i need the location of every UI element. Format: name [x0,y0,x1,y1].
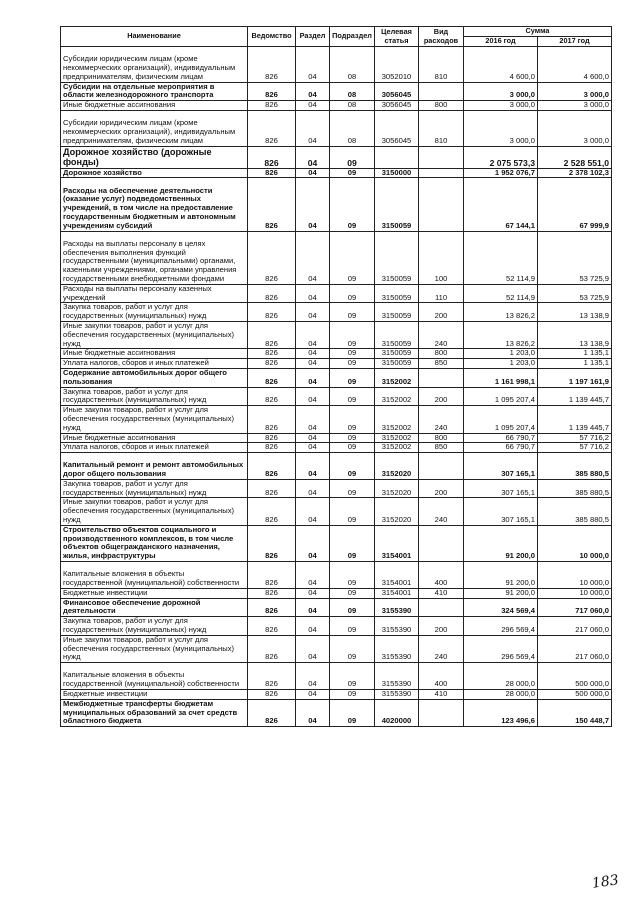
header-exp-type: Вид расходов [419,27,464,47]
sum-2017-cell: 1 139 445,7 [538,387,612,406]
sum-2017-cell: 1 139 445,7 [538,406,612,433]
sum-2016-cell: 1 203,0 [464,359,538,369]
subsection-cell: 08 [330,110,375,146]
row-name-cell: Закупка товаров, работ и услуг для государственных (муниципальных) нужд [61,479,248,498]
section-cell: 04 [296,562,330,589]
row-name-cell: Капитальные вложения в объекты государственной (муниципальной) собственности [61,663,248,690]
sum-2017-cell: 1 135,1 [538,349,612,359]
section-cell: 04 [296,690,330,700]
row-name-cell: Межбюджетные трансферты бюджетам муниципальных образований за счет средств областного бюджета [61,699,248,726]
sum-2016-cell: 324 569,4 [464,598,538,617]
row-name-cell: Иные закупки товаров, работ и услуг для обеспечения государственных (муниципальных) нужд [61,406,248,433]
row-name-cell: Расходы на выплаты персоналу казенных учреждений [61,284,248,303]
table-row [61,101,612,111]
target-cell: 3155390 [375,635,419,662]
section-cell: 04 [296,663,330,690]
target-cell: 3052010 [375,47,419,83]
row-name-cell: Строительство объектов социального и производственного комплексов, в том числе объектов общегражданского назначения, жилья, инфраструктуры [61,525,248,561]
target-cell: 3150000 [375,168,419,178]
section-cell: 04 [296,349,330,359]
target-cell: 3154001 [375,588,419,598]
sum-2016-cell: 66 790,7 [464,443,538,453]
section-cell: 04 [296,321,330,348]
sum-2016-cell: 4 600,0 [464,47,538,83]
dept-cell: 826 [248,349,296,359]
table-row [61,368,612,387]
row-name-cell: Иные бюджетные ассигнования [61,101,248,111]
sum-2017-cell: 217 060,0 [538,635,612,662]
subsection-cell: 09 [330,406,375,433]
sum-2016-cell: 28 000,0 [464,690,538,700]
row-name-cell: Дорожное хозяйство [61,168,248,178]
section-cell: 04 [296,387,330,406]
table-row [61,617,612,636]
subsection-cell: 09 [330,146,375,168]
subsection-cell: 09 [330,617,375,636]
header-2016: 2016 год [464,37,538,47]
target-cell: 3155390 [375,690,419,700]
dept-cell: 826 [248,498,296,525]
row-name-cell: Иные закупки товаров, работ и услуг для обеспечения государственных (муниципальных) нужд [61,635,248,662]
table-row [61,663,612,690]
section-cell: 04 [296,406,330,433]
header-target: Целевая статья [375,27,419,47]
sum-2016-cell: 91 200,0 [464,562,538,589]
row-name-cell: Уплата налогов, сборов и иных платежей [61,443,248,453]
target-cell: 3155390 [375,663,419,690]
sum-2017-cell: 500 000,0 [538,663,612,690]
subsection-cell: 09 [330,443,375,453]
subsection-cell: 09 [330,387,375,406]
exp-type-cell: 240 [419,321,464,348]
exp-type-cell: 100 [419,231,464,284]
row-name-cell: Бюджетные инвестиции [61,690,248,700]
sum-2016-cell: 123 496,6 [464,699,538,726]
sum-2017-cell: 67 999,9 [538,178,612,231]
row-name-cell: Субсидии юридическим лицам (кроме некоммерческих организаций), индивидуальным предпринимателям, физическим лицам [61,47,248,83]
row-name-cell: Расходы на выплаты персоналу в целях обеспечения выполнения функций государственными (муниципальными) органами, казенными учреждениями, органами управления государственными внебюджетными фондами [61,231,248,284]
sum-2016-cell: 28 000,0 [464,663,538,690]
target-cell: 3154001 [375,525,419,561]
sum-2017-cell: 2 378 102,3 [538,168,612,178]
exp-type-cell: 200 [419,303,464,322]
dept-cell: 826 [248,433,296,443]
sum-2016-cell: 66 790,7 [464,433,538,443]
section-cell: 04 [296,284,330,303]
sum-2017-cell: 150 448,7 [538,699,612,726]
sum-2017-cell: 717 060,0 [538,598,612,617]
exp-type-cell: 800 [419,101,464,111]
dept-cell: 826 [248,82,296,101]
table-row [61,321,612,348]
target-cell: 4020000 [375,699,419,726]
table-row [61,406,612,433]
row-name-cell: Закупка товаров, работ и услуг для государственных (муниципальных) нужд [61,387,248,406]
row-name-cell: Содержание автомобильных дорог общего пользования [61,368,248,387]
dept-cell: 826 [248,443,296,453]
subsection-cell: 08 [330,101,375,111]
sum-2017-cell: 10 000,0 [538,562,612,589]
table-row [61,47,612,83]
sum-2016-cell: 3 000,0 [464,82,538,101]
header-sum: Сумма [464,27,612,37]
dept-cell: 826 [248,47,296,83]
header-dept: Ведомство [248,27,296,47]
table-row [61,146,612,168]
sum-2017-cell: 53 725,9 [538,231,612,284]
row-name-cell: Капитальные вложения в объекты государственной (муниципальной) собственности [61,562,248,589]
row-name-cell: Иные закупки товаров, работ и услуг для обеспечения государственных (муниципальных) нужд [61,498,248,525]
table-row [61,525,612,561]
section-cell: 04 [296,617,330,636]
sum-2017-cell: 10 000,0 [538,588,612,598]
table-row [61,690,612,700]
exp-type-cell: 400 [419,562,464,589]
subsection-cell: 09 [330,231,375,284]
dept-cell: 826 [248,588,296,598]
sum-2016-cell: 91 200,0 [464,525,538,561]
section-cell: 04 [296,588,330,598]
table-row [61,110,612,146]
sum-2016-cell: 307 165,1 [464,498,538,525]
exp-type-cell [419,699,464,726]
sum-2016-cell: 307 165,1 [464,479,538,498]
sum-2017-cell: 3 000,0 [538,101,612,111]
dept-cell: 826 [248,617,296,636]
exp-type-cell [419,598,464,617]
target-cell: 3150059 [375,349,419,359]
table-row [61,562,612,589]
sum-2017-cell: 57 716,2 [538,443,612,453]
subsection-cell: 09 [330,168,375,178]
section-cell: 04 [296,453,330,480]
exp-type-cell [419,453,464,480]
target-cell: 3154001 [375,562,419,589]
sum-2016-cell: 296 569,4 [464,635,538,662]
subsection-cell: 09 [330,635,375,662]
table-row [61,588,612,598]
row-name-cell: Закупка товаров, работ и услуг для государственных (муниципальных) нужд [61,617,248,636]
subsection-cell: 09 [330,479,375,498]
target-cell: 3150059 [375,359,419,369]
dept-cell: 826 [248,663,296,690]
exp-type-cell [419,525,464,561]
row-name-cell: Иные бюджетные ассигнования [61,349,248,359]
subsection-cell: 09 [330,690,375,700]
section-cell: 04 [296,699,330,726]
sum-2017-cell: 500 000,0 [538,690,612,700]
section-cell: 04 [296,443,330,453]
row-name-cell: Уплата налогов, сборов и иных платежей [61,359,248,369]
target-cell: 3150059 [375,284,419,303]
target-cell [375,146,419,168]
row-name-cell: Закупка товаров, работ и услуг для государственных (муниципальных) нужд [61,303,248,322]
section-cell: 04 [296,303,330,322]
dept-cell: 826 [248,525,296,561]
target-cell: 3155390 [375,617,419,636]
subsection-cell: 09 [330,368,375,387]
exp-type-cell [419,82,464,101]
sum-2017-cell: 1 197 161,9 [538,368,612,387]
dept-cell: 826 [248,387,296,406]
dept-cell: 826 [248,284,296,303]
sum-2016-cell: 1 095 207,4 [464,387,538,406]
section-cell: 04 [296,635,330,662]
exp-type-cell [419,146,464,168]
dept-cell: 826 [248,690,296,700]
row-name-cell: Финансовое обеспечение дорожной деятельности [61,598,248,617]
sum-2017-cell: 1 135,1 [538,359,612,369]
table-row [61,453,612,480]
dept-cell: 826 [248,635,296,662]
subsection-cell: 09 [330,663,375,690]
exp-type-cell: 240 [419,498,464,525]
target-cell: 3056045 [375,110,419,146]
target-cell: 3152002 [375,443,419,453]
sum-2017-cell: 4 600,0 [538,47,612,83]
section-cell: 04 [296,498,330,525]
header-name: Наименование [61,27,248,47]
table-row [61,303,612,322]
dept-cell: 826 [248,231,296,284]
section-cell: 04 [296,433,330,443]
sum-2017-cell: 53 725,9 [538,284,612,303]
row-name-cell: Капитальный ремонт и ремонт автомобильных дорог общего пользования [61,453,248,480]
subsection-cell: 09 [330,321,375,348]
target-cell: 3152020 [375,453,419,480]
dept-cell: 826 [248,101,296,111]
exp-type-cell: 800 [419,433,464,443]
sum-2016-cell: 1 952 076,7 [464,168,538,178]
header-section: Раздел [296,27,330,47]
section-cell: 04 [296,598,330,617]
sum-2017-cell: 2 528 551,0 [538,146,612,168]
dept-cell: 826 [248,368,296,387]
sum-2016-cell: 67 144,1 [464,178,538,231]
dept-cell: 826 [248,303,296,322]
sum-2016-cell: 296 569,4 [464,617,538,636]
dept-cell: 826 [248,406,296,433]
sum-2016-cell: 91 200,0 [464,588,538,598]
sum-2016-cell: 1 095 207,4 [464,406,538,433]
section-cell: 04 [296,47,330,83]
exp-type-cell [419,368,464,387]
table-header [61,27,612,47]
sum-2016-cell: 52 114,9 [464,284,538,303]
sum-2016-cell: 1 203,0 [464,349,538,359]
table-body [61,47,612,727]
table-row [61,443,612,453]
dept-cell: 826 [248,359,296,369]
exp-type-cell: 850 [419,443,464,453]
table-row [61,284,612,303]
exp-type-cell: 810 [419,47,464,83]
dept-cell: 826 [248,699,296,726]
target-cell: 3152020 [375,498,419,525]
target-cell: 3150059 [375,303,419,322]
table-row [61,479,612,498]
page-number: 183 [591,872,620,892]
subsection-cell: 09 [330,498,375,525]
section-cell: 04 [296,178,330,231]
section-cell: 04 [296,168,330,178]
row-name-cell: Иные закупки товаров, работ и услуг для обеспечения государственных (муниципальных) нужд [61,321,248,348]
section-cell: 04 [296,359,330,369]
target-cell: 3152002 [375,368,419,387]
dept-cell: 826 [248,168,296,178]
row-name-cell: Бюджетные инвестиции [61,588,248,598]
exp-type-cell: 200 [419,617,464,636]
sum-2016-cell: 1 161 998,1 [464,368,538,387]
header-2017: 2017 год [538,37,612,47]
sum-2017-cell: 10 000,0 [538,525,612,561]
target-cell: 3152002 [375,387,419,406]
sum-2016-cell: 52 114,9 [464,231,538,284]
target-cell: 3056045 [375,101,419,111]
section-cell: 04 [296,110,330,146]
table-row [61,387,612,406]
exp-type-cell: 410 [419,690,464,700]
table-row [61,231,612,284]
exp-type-cell: 800 [419,349,464,359]
subsection-cell: 09 [330,303,375,322]
exp-type-cell [419,168,464,178]
sum-2016-cell: 13 826,2 [464,321,538,348]
section-cell: 04 [296,146,330,168]
exp-type-cell: 110 [419,284,464,303]
exp-type-cell: 240 [419,635,464,662]
subsection-cell: 09 [330,598,375,617]
target-cell: 3056045 [375,82,419,101]
section-cell: 04 [296,368,330,387]
budget-table [60,26,612,727]
subsection-cell: 08 [330,47,375,83]
sum-2017-cell: 385 880,5 [538,498,612,525]
table-row [61,498,612,525]
exp-type-cell: 810 [419,110,464,146]
table-row [61,82,612,101]
dept-cell: 826 [248,479,296,498]
table-row [61,349,612,359]
sum-2017-cell: 385 880,5 [538,453,612,480]
section-cell: 04 [296,82,330,101]
table-row [61,699,612,726]
dept-cell: 826 [248,110,296,146]
exp-type-cell: 200 [419,387,464,406]
target-cell: 3152020 [375,479,419,498]
target-cell: 3150059 [375,178,419,231]
subsection-cell: 09 [330,349,375,359]
sum-2017-cell: 217 060,0 [538,617,612,636]
subsection-cell: 09 [330,562,375,589]
target-cell: 3155390 [375,598,419,617]
row-name-cell: Субсидии юридическим лицам (кроме некоммерческих организаций), индивидуальным предпринимателям, физическим лицам [61,110,248,146]
exp-type-cell [419,178,464,231]
section-cell: 04 [296,479,330,498]
section-cell: 04 [296,101,330,111]
sum-2016-cell: 13 826,2 [464,303,538,322]
sum-2017-cell: 13 138,9 [538,321,612,348]
exp-type-cell: 400 [419,663,464,690]
exp-type-cell: 410 [419,588,464,598]
table-row [61,598,612,617]
dept-cell: 826 [248,321,296,348]
table-row [61,168,612,178]
row-name-cell: Субсидии на отдельные мероприятия в области железнодорожного транспорта [61,82,248,101]
subsection-cell: 09 [330,525,375,561]
dept-cell: 826 [248,146,296,168]
row-name-cell: Дорожное хозяйство (дорожные фонды) [61,146,248,168]
subsection-cell: 09 [330,284,375,303]
section-cell: 04 [296,231,330,284]
section-cell: 04 [296,525,330,561]
subsection-cell: 09 [330,699,375,726]
sum-2017-cell: 13 138,9 [538,303,612,322]
sum-2017-cell: 3 000,0 [538,82,612,101]
target-cell: 3150059 [375,321,419,348]
sum-2017-cell: 3 000,0 [538,110,612,146]
exp-type-cell: 240 [419,406,464,433]
subsection-cell: 09 [330,453,375,480]
table-row [61,635,612,662]
header-subsection: Подраздел [330,27,375,47]
sum-2016-cell: 3 000,0 [464,101,538,111]
dept-cell: 826 [248,562,296,589]
sum-2017-cell: 385 880,5 [538,479,612,498]
subsection-cell: 09 [330,433,375,443]
dept-cell: 826 [248,178,296,231]
sum-2017-cell: 57 716,2 [538,433,612,443]
exp-type-cell: 850 [419,359,464,369]
dept-cell: 826 [248,598,296,617]
target-cell: 3152002 [375,406,419,433]
exp-type-cell: 200 [419,479,464,498]
subsection-cell: 08 [330,82,375,101]
subsection-cell: 09 [330,359,375,369]
table-row [61,178,612,231]
row-name-cell: Иные бюджетные ассигнования [61,433,248,443]
subsection-cell: 09 [330,588,375,598]
row-name-cell: Расходы на обеспечение деятельности (оказание услуг) подведомственных учреждений, в том числе на предоставление государственным бюджетным и автономным учреждениям субсидий [61,178,248,231]
sum-2016-cell: 307 165,1 [464,453,538,480]
subsection-cell: 09 [330,178,375,231]
table-row [61,433,612,443]
target-cell: 3150059 [375,231,419,284]
target-cell: 3152002 [375,433,419,443]
sum-2016-cell: 3 000,0 [464,110,538,146]
dept-cell: 826 [248,453,296,480]
table-row [61,359,612,369]
sum-2016-cell: 2 075 573,3 [464,146,538,168]
